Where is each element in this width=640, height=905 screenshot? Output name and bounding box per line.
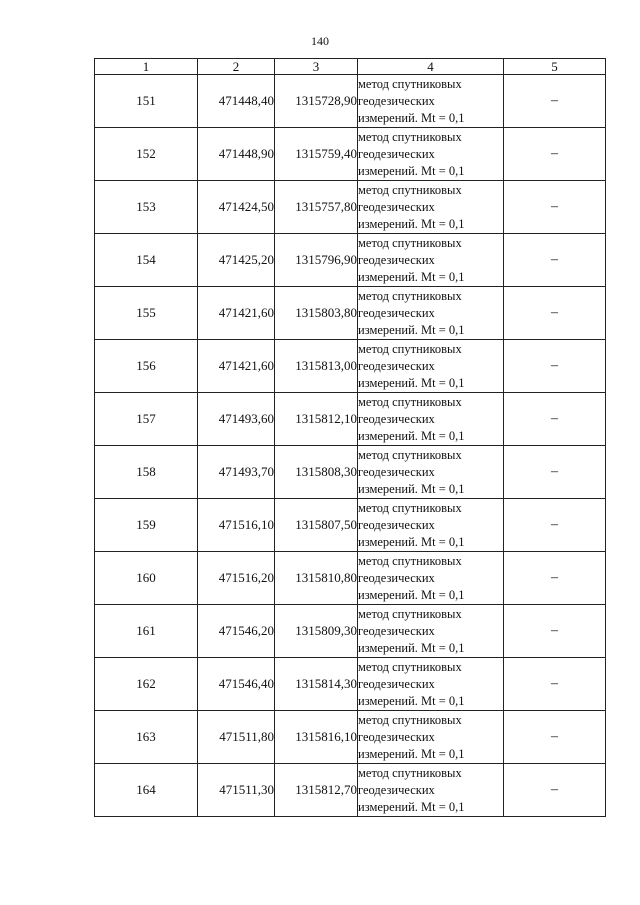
table-row <box>95 340 606 393</box>
note-cell: – <box>504 552 606 605</box>
method-line: измерений. Mt = 0,1 <box>358 375 465 390</box>
note-cell: – <box>504 605 606 658</box>
point-number-cell: 156 <box>95 340 198 393</box>
method-line: геодезических <box>358 199 435 214</box>
note-cell: – <box>504 764 606 817</box>
point-number-cell: 158 <box>95 446 198 499</box>
method-line: измерений. Mt = 0,1 <box>358 746 465 761</box>
note-cell: – <box>504 446 606 499</box>
point-number-cell: 152 <box>95 128 198 181</box>
method-line: геодезических <box>358 570 435 585</box>
method-cell <box>358 287 504 340</box>
header-col-4: 4 <box>358 59 504 75</box>
note-cell: – <box>504 128 606 181</box>
note-cell: – <box>504 234 606 287</box>
method-cell <box>358 181 504 234</box>
method-line: измерений. Mt = 0,1 <box>358 322 465 337</box>
note-cell: – <box>504 658 606 711</box>
point-number-cell: 161 <box>95 605 198 658</box>
y-coordinate-cell: 1315759,40 <box>275 128 358 181</box>
method-line: метод спутниковых <box>358 182 462 197</box>
x-coordinate-cell: 471516,20 <box>198 552 275 605</box>
x-coordinate-cell: 471421,60 <box>198 340 275 393</box>
x-coordinate-cell: 471425,20 <box>198 234 275 287</box>
point-number-cell: 163 <box>95 711 198 764</box>
method-cell <box>358 764 504 817</box>
method-line: метод спутниковых <box>358 341 462 356</box>
y-coordinate-cell: 1315803,80 <box>275 287 358 340</box>
method-line: метод спутниковых <box>358 129 462 144</box>
method-line: геодезических <box>358 464 435 479</box>
table-row <box>95 181 606 234</box>
method-line: метод спутниковых <box>358 288 462 303</box>
header-col-1: 1 <box>95 59 198 75</box>
method-line: измерений. Mt = 0,1 <box>358 428 465 443</box>
method-line: метод спутниковых <box>358 765 462 780</box>
method-cell <box>358 499 504 552</box>
x-coordinate-cell: 471448,40 <box>198 75 275 128</box>
note-cell: – <box>504 340 606 393</box>
method-line: метод спутниковых <box>358 447 462 462</box>
note-cell: – <box>504 393 606 446</box>
point-number-cell: 153 <box>95 181 198 234</box>
note-cell: – <box>504 181 606 234</box>
y-coordinate-cell: 1315728,90 <box>275 75 358 128</box>
note-cell: – <box>504 499 606 552</box>
table-row <box>95 234 606 287</box>
method-line: метод спутниковых <box>358 712 462 727</box>
point-number-cell: 154 <box>95 234 198 287</box>
method-line: геодезических <box>358 517 435 532</box>
method-line: метод спутниковых <box>358 553 462 568</box>
note-cell: – <box>504 287 606 340</box>
y-coordinate-cell: 1315810,80 <box>275 552 358 605</box>
table-row <box>95 658 606 711</box>
x-coordinate-cell: 471511,30 <box>198 764 275 817</box>
method-line: геодезических <box>358 305 435 320</box>
header-col-3: 3 <box>275 59 358 75</box>
x-coordinate-cell: 471421,60 <box>198 287 275 340</box>
method-cell <box>358 340 504 393</box>
table-row <box>95 499 606 552</box>
y-coordinate-cell: 1315812,70 <box>275 764 358 817</box>
x-coordinate-cell: 471516,10 <box>198 499 275 552</box>
table-row <box>95 711 606 764</box>
header-col-2: 2 <box>198 59 275 75</box>
table-header-row <box>95 59 606 75</box>
note-cell: – <box>504 75 606 128</box>
point-number-cell: 164 <box>95 764 198 817</box>
table-row <box>95 393 606 446</box>
method-line: геодезических <box>358 93 435 108</box>
method-line: измерений. Mt = 0,1 <box>358 481 465 496</box>
method-line: геодезических <box>358 358 435 373</box>
coordinates-table <box>94 58 606 817</box>
method-cell <box>358 552 504 605</box>
point-number-cell: 160 <box>95 552 198 605</box>
method-cell <box>358 711 504 764</box>
point-number-cell: 157 <box>95 393 198 446</box>
x-coordinate-cell: 471511,80 <box>198 711 275 764</box>
method-cell <box>358 605 504 658</box>
y-coordinate-cell: 1315816,10 <box>275 711 358 764</box>
method-line: измерений. Mt = 0,1 <box>358 110 465 125</box>
table-row <box>95 75 606 128</box>
y-coordinate-cell: 1315796,90 <box>275 234 358 287</box>
method-cell <box>358 446 504 499</box>
table-row <box>95 552 606 605</box>
method-line: метод спутниковых <box>358 606 462 621</box>
method-line: геодезических <box>358 676 435 691</box>
point-number-cell: 155 <box>95 287 198 340</box>
method-line: метод спутниковых <box>358 235 462 250</box>
x-coordinate-cell: 471493,60 <box>198 393 275 446</box>
method-cell <box>358 393 504 446</box>
table-row <box>95 128 606 181</box>
table-row <box>95 605 606 658</box>
y-coordinate-cell: 1315757,80 <box>275 181 358 234</box>
page-number: 140 <box>311 34 329 48</box>
method-line: метод спутниковых <box>358 659 462 674</box>
y-coordinate-cell: 1315812,10 <box>275 393 358 446</box>
method-line: измерений. Mt = 0,1 <box>358 693 465 708</box>
method-cell <box>358 75 504 128</box>
method-cell <box>358 128 504 181</box>
table-row <box>95 446 606 499</box>
x-coordinate-cell: 471424,50 <box>198 181 275 234</box>
point-number-cell: 151 <box>95 75 198 128</box>
method-line: геодезических <box>358 729 435 744</box>
y-coordinate-cell: 1315808,30 <box>275 446 358 499</box>
note-cell: – <box>504 711 606 764</box>
y-coordinate-cell: 1315809,30 <box>275 605 358 658</box>
x-coordinate-cell: 471493,70 <box>198 446 275 499</box>
y-coordinate-cell: 1315813,00 <box>275 340 358 393</box>
method-line: измерений. Mt = 0,1 <box>358 587 465 602</box>
header-col-5: 5 <box>504 59 606 75</box>
method-cell <box>358 658 504 711</box>
method-line: метод спутниковых <box>358 394 462 409</box>
table-row <box>95 764 606 817</box>
y-coordinate-cell: 1315814,30 <box>275 658 358 711</box>
y-coordinate-cell: 1315807,50 <box>275 499 358 552</box>
method-line: геодезических <box>358 782 435 797</box>
table-body <box>95 75 606 817</box>
method-line: измерений. Mt = 0,1 <box>358 163 465 178</box>
point-number-cell: 159 <box>95 499 198 552</box>
method-cell <box>358 234 504 287</box>
x-coordinate-cell: 471546,20 <box>198 605 275 658</box>
method-line: геодезических <box>358 623 435 638</box>
table-row <box>95 287 606 340</box>
method-line: измерений. Mt = 0,1 <box>358 799 465 814</box>
method-line: геодезических <box>358 411 435 426</box>
x-coordinate-cell: 471448,90 <box>198 128 275 181</box>
method-line: метод спутниковых <box>358 500 462 515</box>
point-number-cell: 162 <box>95 658 198 711</box>
method-line: измерений. Mt = 0,1 <box>358 640 465 655</box>
method-line: геодезических <box>358 146 435 161</box>
method-line: геодезических <box>358 252 435 267</box>
method-line: измерений. Mt = 0,1 <box>358 269 465 284</box>
method-line: метод спутниковых <box>358 76 462 91</box>
method-line: измерений. Mt = 0,1 <box>358 216 465 231</box>
x-coordinate-cell: 471546,40 <box>198 658 275 711</box>
method-line: измерений. Mt = 0,1 <box>358 534 465 549</box>
